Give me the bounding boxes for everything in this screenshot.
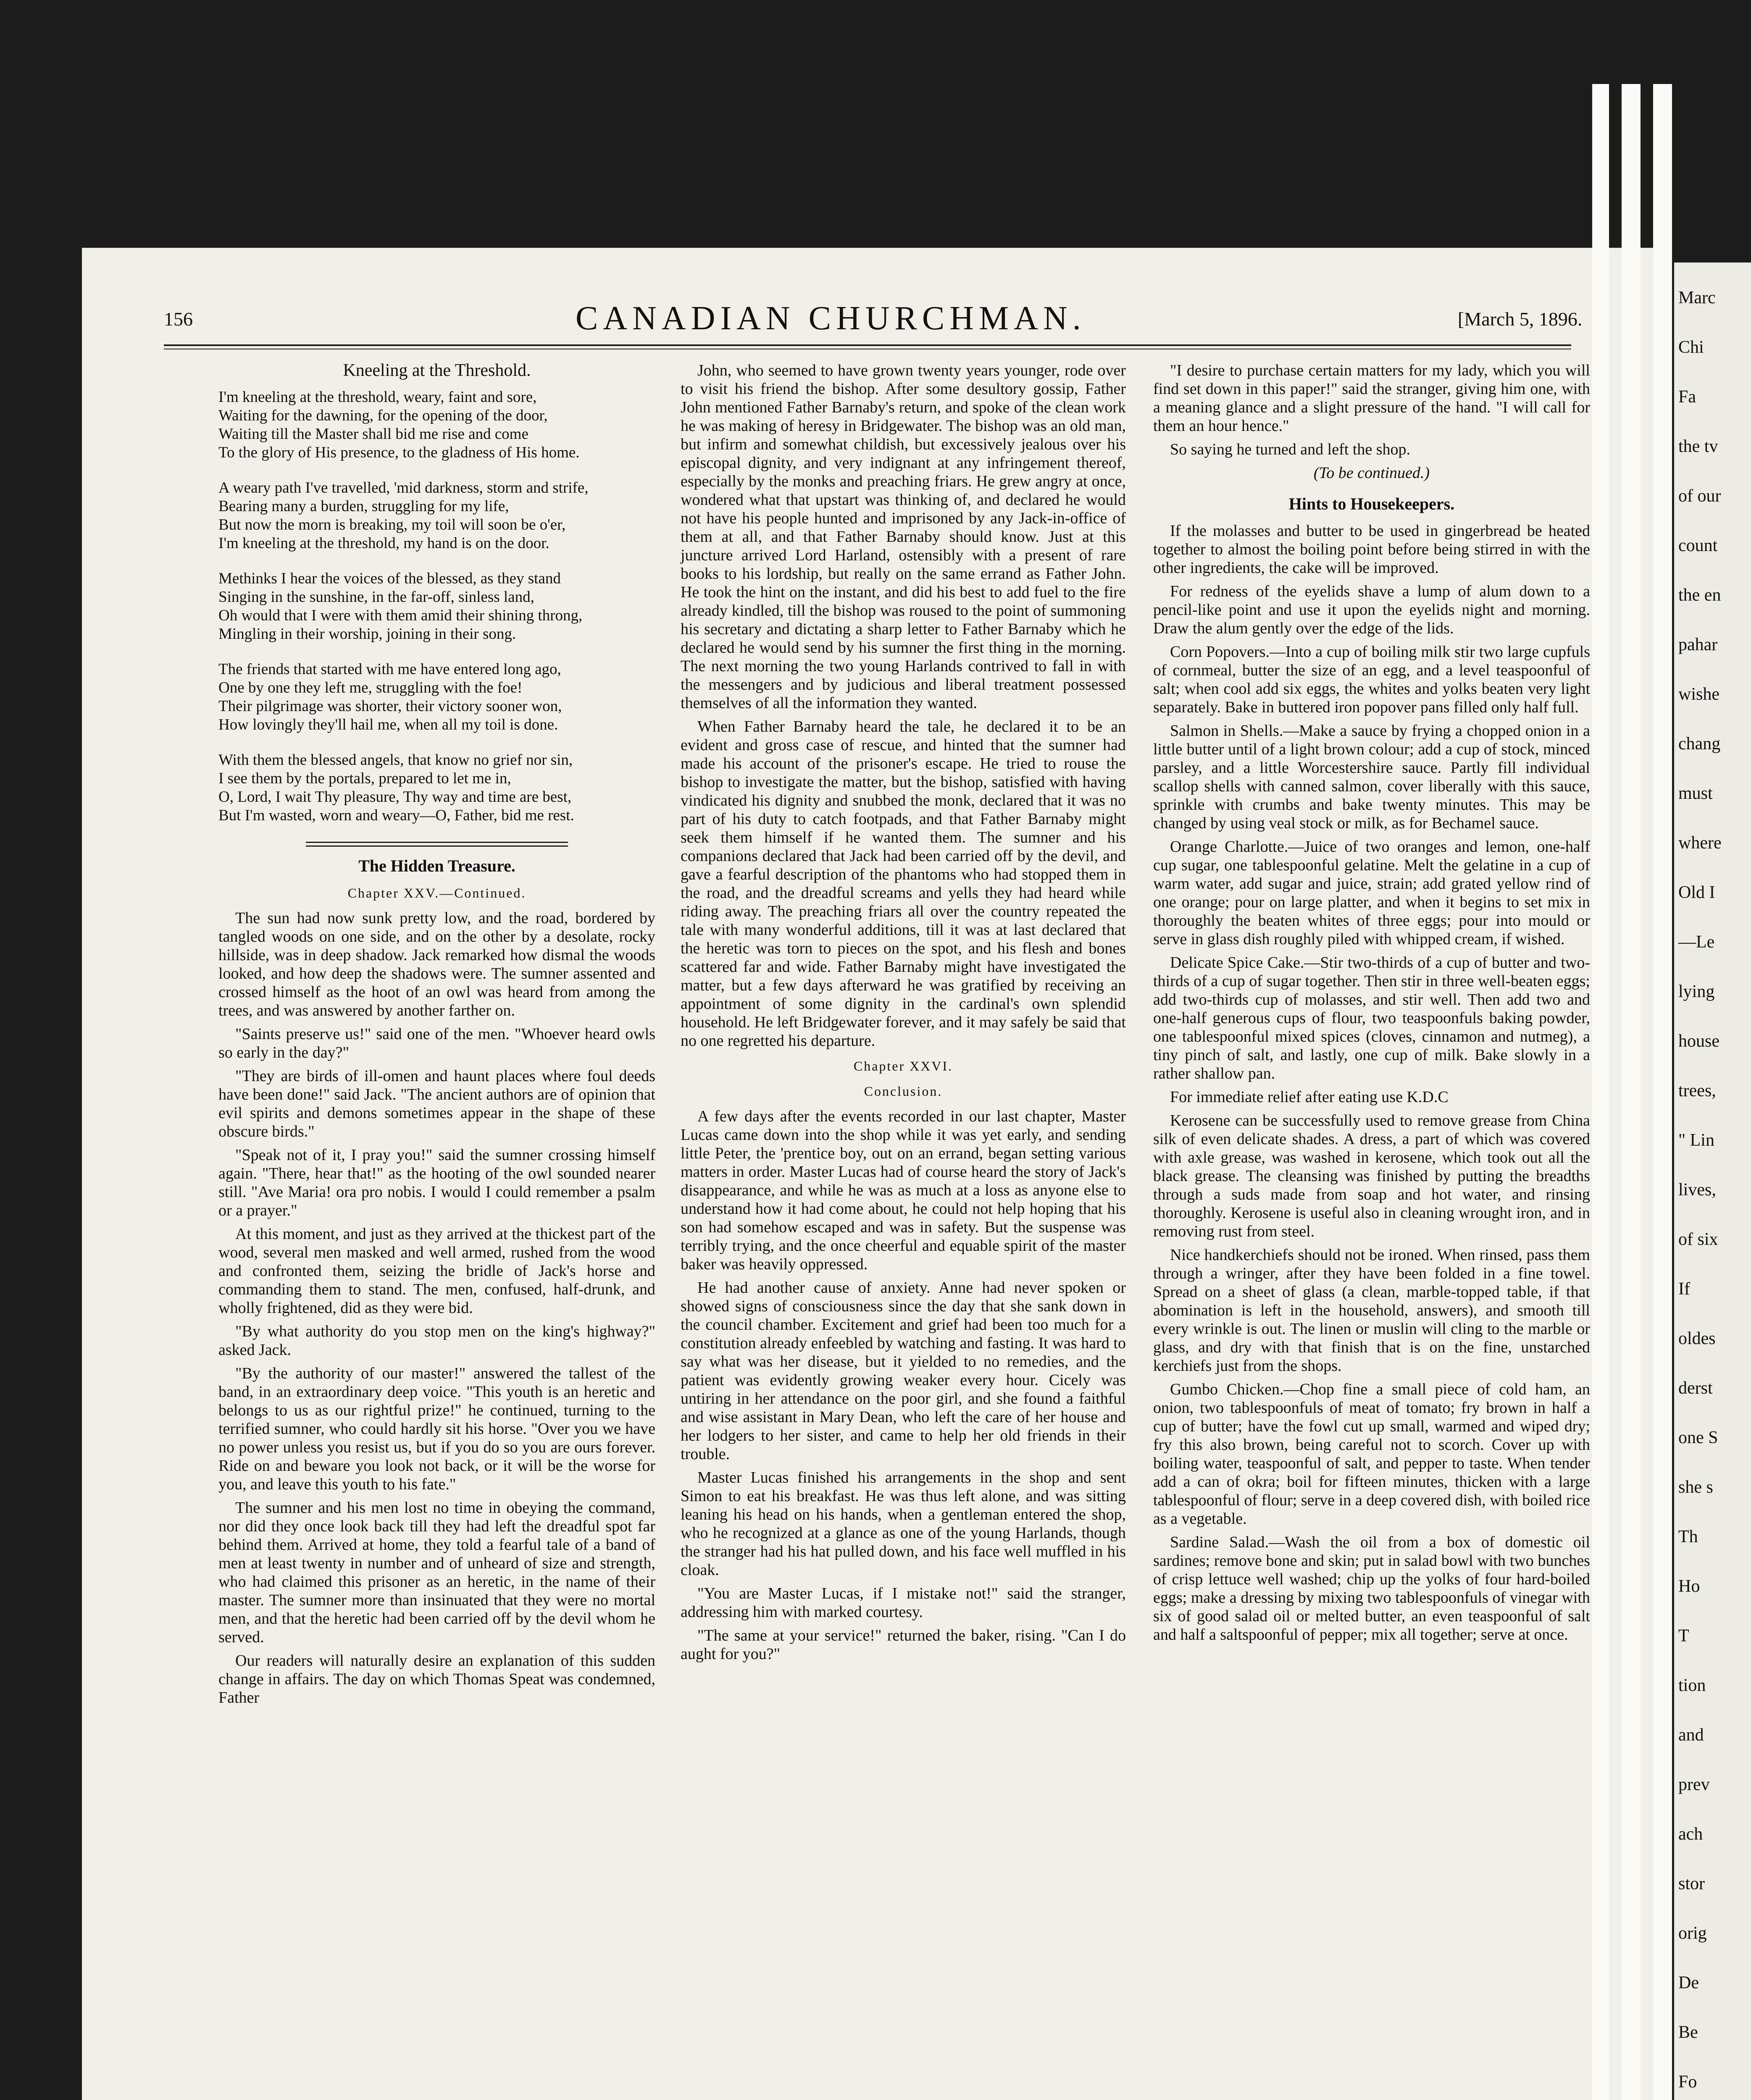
paragraph: Master Lucas finished his arrangements in the shop and sent Simon to eat his breakfast. He was thus left alone, and was sitting leaning his head on his hands, when a gentleman entered the shop, who he recognized at a glance as one of the young Harlands, though the stranger had his hat pulled down, and his face well muffled in his cloak. — [681, 1469, 1126, 1579]
fragment-text: ach — [1678, 1824, 1703, 1844]
poem-line: Waiting for the dawning, for the opening of the door, — [218, 407, 548, 424]
fragment-text: of six — [1678, 1230, 1718, 1249]
fragment-text: the en — [1678, 585, 1721, 605]
fragment-text: stor — [1678, 1874, 1705, 1893]
hints-text — [1153, 522, 1590, 1644]
poem-stanza — [218, 479, 655, 553]
poem-line: I'm kneeling at the threshold, weary, faint and sore, — [218, 388, 537, 406]
fragment-text: tion — [1678, 1676, 1706, 1695]
film-edge-bar — [1592, 84, 1609, 2100]
fragment-text: Be — [1678, 2023, 1698, 2042]
paragraph: John, who seemed to have grown twenty years younger, rode over to visit his friend the bishop. After some desultory gossip, Father John mentioned Father Barnaby's return, and spoke of the clean work he was making of heresy in Bridgewater. The bishop was an old man, but infirm and somewhat childish, but excessively jealous over his episcopal dignity, and very indignant at any infringement thereof, especially by the monks and preaching friars. He grew angry at once, wondered what that upstart was thinking of, and declared he would not have his people hunted and imprisoned by any Jack-in-office of them at all, and that Father Barnaby should know. Just at this juncture arrived Lord Harland, ostensibly with a present of rare books to his lordship, but really on the same errand as Father John. He took the hint on the instant, and did his best to add fuel to the fire already kindled, till the bishop was roused to the point of summoning his secretary and dictating a sharp letter to Father Barnaby which he declared he would send by his sumner the first thing in the morning. The next morning the two young Harlands contrived to fall in with the messengers and by judicious and liberal treatment possessed themselves of all the information they wanted. — [681, 362, 1126, 712]
fragment-text: count — [1678, 536, 1718, 555]
paragraph: For redness of the eyelids shave a lump of alum down to a pencil-like point and use it upon the eyelids night and morning. Draw the alum gently over the edge of the lids. — [1153, 583, 1590, 637]
paragraph: A few days after the events recorded in our last chapter, Master Lucas came down into the shop while it was yet early, and sending little Peter, the 'prentice boy, out on an errand, began setting various matters in order. Master Lucas had of course heard the story of Jack's disappearance, and while he was as much at a loss as anyone else to understand how it had come about, he could not help hoping that his son had somehow escaped and was in safety. But the suspense was terribly trying, and the once cheerful and equable spirit of the master baker was heavily oppressed. — [681, 1108, 1126, 1273]
paragraph: The sumner and his men lost no time in obeying the command, nor did they once look back till they had left the dreadful spot far behind them. Arrived at home, they told a fearful tale of a band of men at least twenty in number and of unheard of size and strength, who had claimed this prisoner as an heretic, in the name of their master. The sumner more than insinuated that they were no mortal men, and that the heretic had been carried off by the devil whom he served. — [218, 1499, 655, 1646]
fragment-text: lying — [1678, 982, 1715, 1001]
poem-line: A weary path I've travelled, 'mid darkness, storm and strife, — [218, 479, 589, 496]
fragment-text: Marc — [1678, 288, 1716, 307]
poem-line: But now the morn is breaking, my toil will soon be o'er, — [218, 516, 566, 533]
film-edge-bar — [1622, 84, 1641, 2100]
paragraph: Gumbo Chicken.—Chop fine a small piece of cold ham, an onion, two tablespoonfuls of meat of tomato; fry brown in half a cup of butter; have the fowl cut up small, warmed and wiped dry; fry this also brown, being careful not to scorch. Cover up with boiling water, teaspoonful of salt, and pepper to taste. When tender add a can of okra; boil for fifteen minutes, thicken with a large tablespoonful of flour; serve in a deep covered dish, with boiled rice as a vegetable. — [1153, 1381, 1590, 1528]
chapter-heading: Chapter XXV.—Continued. — [347, 885, 526, 900]
poem-line: Bearing many a burden, struggling for my life, — [218, 498, 509, 515]
poem-line: I see them by the portals, prepared to let me in, — [218, 770, 511, 787]
paragraph: Our readers will naturally desire an explanation of this sudden change in affairs. The day on which Thomas Speat was condemned, Father — [218, 1652, 655, 1706]
fragment-text: one S — [1678, 1428, 1718, 1447]
fragment-text: and — [1678, 1725, 1704, 1745]
section-divider — [306, 842, 568, 847]
paragraph: "You are Master Lucas, if I mistake not!" said the stranger, addressing him with marked courtesy. — [681, 1585, 1126, 1621]
poem-line: I'm kneeling at the threshold, my hand is on the door. — [218, 535, 549, 552]
column-3 — [1153, 361, 1590, 1649]
fragment-text: where — [1678, 833, 1722, 853]
fragment-text: orig — [1678, 1924, 1707, 1943]
paragraph: "By what authority do you stop men on the king's highway?" asked Jack. — [218, 1323, 655, 1359]
film-edge-bar — [1653, 84, 1672, 2100]
fragment-text: of our — [1678, 486, 1721, 506]
poem-line: But I'm wasted, worn and weary—O, Father, bid me rest. — [218, 807, 574, 824]
fragment-text: " Lin — [1678, 1131, 1714, 1150]
paragraph: When Father Barnaby heard the tale, he declared it to be an evident and gross case of rescue, and hinted that the sumner had made his account of the prisoner's escape. He tried to rouse the bishop to investigate the matter, but the bishop, satisfied with having vindicated his dignity and snubbed the monk, declared that it was no part of his duty to catch footpads, and that Father Barnaby might seek them himself if he wanted them. The sumner and his companions declared that Jack had been carried off by the devil, and gave a fearful description of the phantoms who had stopped them in the road, and the dreadful screams and yells they had heard while riding away. The preaching friars all over the country repeated the tale with many wonderful additions, till it was at last declared that the heretic was torn to pieces on the spot, and his flesh and bones scattered far and wide. Father Barnaby might have investigated the matter, but a few days afterward he was gratified by receiving an appointment of some dignity in the cardinal's own splendid household. He left Bridgewater forever, and it may safely be said that no one regretted his departure. — [681, 718, 1126, 1050]
paragraph: "Speak not of it, I pray you!" said the sumner crossing himself again. "There, hear that!" as the hooting of the owl sounded nearer still. "Ave Maria! ora pro nobis. I would I could remember a psalm or a prayer." — [218, 1146, 655, 1219]
paragraph: "The same at your service!" returned the baker, rising. "Can I do aught for you?" — [681, 1627, 1126, 1663]
fragment-text: If — [1678, 1279, 1690, 1299]
page-number: 156 — [164, 308, 193, 330]
fragment-text: Th — [1678, 1527, 1698, 1546]
fragment-text: derst — [1678, 1378, 1713, 1398]
poem-stanza — [218, 751, 655, 825]
paragraph: He had another cause of anxiety. Anne had never spoken or showed signs of consciousness since the day that she sank down in the council chamber. Excitement and grief had been too much for a constitution already enfeebled by watching and fasting. It was hard to say what was her disease, but it yielded to no remedies, and the patient was evidently growing weaker every hour. Cicely was untiring in her attendance on the poor girl, and she found a faithful and wise assistant in Mary Dean, who left the care of her house and her lodgers to her sister, and came to help her old friends in their trouble. — [681, 1279, 1126, 1463]
issue-date: [March 5, 1896. — [1458, 308, 1583, 330]
fragment-text: the tv — [1678, 437, 1718, 456]
fragment-text: must — [1678, 784, 1713, 803]
fragment-text: Fo — [1678, 2072, 1697, 2092]
hints-title: Hints to Housekeepers. — [1288, 494, 1455, 513]
poem-line: Mingling in their worship, joining in their song. — [218, 625, 516, 643]
continued-note: (To be continued.) — [1313, 464, 1430, 482]
paragraph: The sun had now sunk pretty low, and the road, bordered by tangled woods on one side, and on the other by a desolate, rocky hillside, was in deep shadow. Jack remarked how dismal the woods looked, and how deep the shadows were. The sumner assented and crossed himself as the hoot of an owl was heard from among the trees, and was answered by another farther on. — [218, 909, 655, 1019]
poem-line: Methinks I hear the voices of the blessed, as they stand — [218, 570, 561, 587]
fragment-text: —Le — [1678, 932, 1715, 952]
poem-line: The friends that started with me have entered long ago, — [218, 661, 561, 678]
story-text — [218, 909, 655, 1707]
poem-body — [218, 388, 655, 825]
poem-line: With them the blessed angels, that know no grief nor sin, — [218, 751, 573, 769]
fragment-text: Old I — [1678, 883, 1715, 902]
paragraph: For immediate relief after eating use K.D.C — [1170, 1088, 1449, 1106]
paragraph: "They are birds of ill-omen and haunt places where foul deeds have been done!" said Jack. "The ancient authors are of opinion that evil spirits and demons sometimes appear in the shape of these obscure birds." — [218, 1067, 655, 1140]
column-2 — [681, 361, 1126, 1668]
poem-line: To the glory of His presence, to the gladness of His home. — [218, 444, 580, 461]
fragment-text: pahar — [1678, 635, 1718, 654]
poem-stanza — [218, 388, 655, 462]
paragraph: Delicate Spice Cake.—Stir two-thirds of a cup of butter and two-thirds of a cup of sugar together. Then stir in three well-beaten eggs; add two-thirds cup of molasses, and stir well. Then add two and one-half generous cups of flour, two teaspoonfuls baking powder, one tablespoonful mixed spices (cloves, cinnamon and nutmeg), a tiny pinch of salt, and lastly, one cup of milk. Bake slowly in a rather shallow pan. — [1153, 954, 1590, 1082]
poem-line: Waiting till the Master shall bid me rise and come — [218, 425, 528, 443]
fragment-text: house — [1678, 1032, 1719, 1051]
poem-line: Oh would that I were with them amid their shining throng, — [218, 607, 583, 624]
fragment-text: Ho — [1678, 1577, 1700, 1596]
poem-line: One by one they left me, struggling with the foe! — [218, 679, 523, 696]
adjacent-page-fragment — [1674, 262, 1751, 2100]
fragment-text: chang — [1678, 734, 1721, 753]
poem-line: O, Lord, I wait Thy pleasure, Thy way and time are best, — [218, 788, 572, 806]
fragment-text: lives, — [1678, 1180, 1716, 1200]
paragraph: If the molasses and butter to be used in gingerbread be heated together to almost the boiling point before being stirred in with the other ingredients, the cake will be improved. — [1153, 522, 1590, 577]
paragraph: Corn Popovers.—Into a cup of boiling milk stir two large cupfuls of cornmeal, butter the size of an egg, and a level teaspoonful of salt; when cool add six eggs, the whites and yolks beaten very light separately. Bake in buttered iron popover pans filled only half full. — [1153, 643, 1590, 716]
paragraph: "Saints preserve us!" said one of the men. "Whoever heard owls so early in the day?" — [218, 1025, 655, 1061]
fragment-text: trees, — [1678, 1081, 1716, 1100]
column-1 — [218, 361, 655, 1712]
paragraph: "I desire to purchase certain matters for my lady, which you will find set down in this paper!" said the stranger, giving him one, with a meaning glance and a slight pressure of the hand. "I will call for them an hour hence." — [1153, 362, 1590, 435]
fragment-text: oldes — [1678, 1329, 1716, 1348]
story-text — [1153, 361, 1590, 459]
poem-line: Their pilgrimage was shorter, their victory sooner won, — [218, 698, 562, 715]
fragment-text: wishe — [1678, 685, 1719, 704]
fragment-text: De — [1678, 1973, 1699, 1992]
poem-line: Singing in the sunshine, in the far-off, sinless land, — [218, 588, 534, 606]
poem-stanza — [218, 660, 655, 734]
paragraph: Kerosene can be successfully used to remove grease from China silk of even delicate shades. A dress, a part of which was covered with axle grease, was washed in kerosene, which took out all the black grease. The cleansing was finished by putting the breadths through a suds made from soap and hot water, and rinsing thoroughly. Kerosene is useful also in cleaning wrought iron, and in removing rust from steel. — [1153, 1112, 1590, 1240]
paragraph: So saying he turned and left the shop. — [1170, 441, 1411, 458]
story-text — [681, 361, 1126, 1050]
chapter-subtitle: Conclusion. — [864, 1084, 943, 1099]
story-title: The Hidden Treasure. — [358, 856, 515, 875]
paragraph: "By the authority of our master!" answered the tallest of the band, in an extraordinary deep voice. "This youth is an heretic and belongs to us as our rightful prize!" he continued, turning to the terrified sumner, who could hardly sit his horse. "Over you we have no power unless you resist us, but if you do so you are ours forever. Ride on and beware you look not back, or it will be the worse for you, and leave this youth to his fate." — [218, 1365, 655, 1493]
fragment-text: she s — [1678, 1478, 1713, 1497]
story-text — [681, 1107, 1126, 1663]
fragment-text: Fa — [1678, 387, 1696, 407]
page-header — [164, 300, 1592, 337]
poem-title: Kneeling at the Threshold. — [343, 361, 531, 380]
paragraph: Salmon in Shells.—Make a sauce by frying a chopped onion in a little butter until of a light brown colour; add a cup of stock, minced parsley, and a little Worcestershire sauce. Partly fill individual scallop shells with canned salmon, cover liberally with this sauce, sprinkle with crumbs and bake twenty minutes. This may be changed by using veal stock or milk, as for Bechamel sauce. — [1153, 722, 1590, 832]
chapter-heading: Chapter XXVI. — [853, 1058, 953, 1074]
paragraph: Orange Charlotte.—Juice of two oranges and lemon, one-half cup sugar, one tablespoonful gelatine. Melt the gelatine in a cup of warm water, add sugar and juice, strain; add grated yellow rind of one orange; pour on large platter, and when it begins to set mix in thoroughly the beaten whites of three eggs; pour into mould or serve in glass dish roughly piled with whipped cream, if wished. — [1153, 838, 1590, 948]
fragment-text: T — [1678, 1626, 1689, 1646]
paragraph: Sardine Salad.—Wash the oil from a box of domestic oil sardines; remove bone and skin; put in salad bowl with two bunches of crisp lettuce well washed; chip up the yolks of four hard-boiled eggs; make a dressing by mixing two tablespoonfuls of vinegar with six of good salad oil or melted butter, an even teaspoonful of salt and half a saltspoonful of pepper; mix all together; serve at once. — [1153, 1533, 1590, 1643]
header-rule — [164, 344, 1571, 346]
paragraph: Nice handkerchiefs should not be ironed. When rinsed, pass them through a wringer, after they have been folded in a fine towel. Spread on a sheet of glass (a clean, marble-topped table, if that abomination is left in the household, answers), and smooth till every wrinkle is out. The linen or muslin will cling to the marble or glass, and dry with that finish that is on the fine, unstarched kerchiefs just from the shops. — [1153, 1246, 1590, 1375]
fragment-text: prev — [1678, 1775, 1710, 1794]
publication-title: CANADIAN CHURCHMAN. — [576, 300, 1086, 337]
poem-stanza — [218, 570, 655, 643]
fragment-text: Chi — [1678, 338, 1704, 357]
poem-line: How lovingly they'll hail me, when all my toil is done. — [218, 716, 558, 733]
paragraph: At this moment, and just as they arrived at the thickest part of the wood, several men masked and well armed, rushed from the wood and confronted them, seizing the bridle of Jack's horse and commanding them to stand. The men, confused, half-drunk, and wholly frightened, did as they were bid. — [218, 1225, 655, 1317]
